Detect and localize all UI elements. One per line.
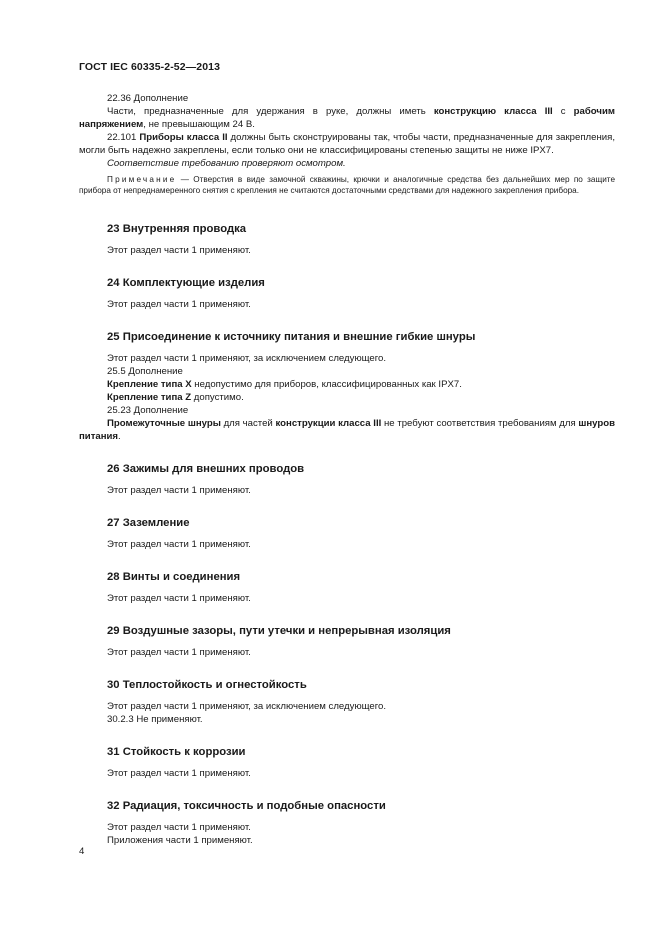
section-24 xyxy=(79,276,615,311)
section-text: Этот раздел части 1 применяют. xyxy=(107,647,251,658)
text-run: с xyxy=(552,106,574,117)
term-bold: шнуров питания xyxy=(79,418,616,442)
page-content xyxy=(79,92,615,866)
text-run: , не превышающим 24 В. xyxy=(143,119,255,130)
section-text: Этот раздел части 1 применяют. xyxy=(107,539,251,550)
clause-22-101-text xyxy=(79,131,615,157)
section-23 xyxy=(79,222,615,257)
note xyxy=(79,174,615,196)
note-label: Примечание xyxy=(107,175,177,184)
section-text: 25.5 Дополнение xyxy=(107,366,183,377)
clause-22-36-heading: 22.36 Дополнение xyxy=(107,93,189,104)
text-run: 22.101 xyxy=(107,132,140,143)
section-title: 29 Воздушные зазоры, пути утечки и непрерывная изоляция xyxy=(107,625,451,637)
text-run: для частей xyxy=(220,418,276,429)
section-title: 26 Зажимы для внешних проводов xyxy=(107,463,305,475)
section-32 xyxy=(79,799,615,847)
term-bold: Приборы класса II xyxy=(139,132,228,143)
section-title: 24 Комплектующие изделия xyxy=(107,277,265,289)
section-title: 32 Радиация, токсичность и подобные опасности xyxy=(107,800,386,812)
document-header: ГОСТ IEC 60335-2-52—2013 xyxy=(79,61,221,73)
text-run: . xyxy=(118,431,121,442)
section-text: Этот раздел части 1 применяют. xyxy=(107,822,251,833)
section-text xyxy=(79,391,615,404)
section-27 xyxy=(79,516,615,551)
section-26 xyxy=(79,462,615,497)
text-run: Части, предназначенные для удержания в руке, должны иметь xyxy=(107,106,434,117)
term-bold: конструкцию класса III xyxy=(433,106,553,117)
clause-22-36-text xyxy=(79,105,615,131)
section-text: Этот раздел части 1 применяют. xyxy=(107,299,251,310)
note-text: — Отверстия в виде замочной скважины, крючки и аналогичные средства без дальнейших мер по защите прибора от непреднамеренного снятия с крепления не считаются достаточными средствами для надежного закрепления прибора. xyxy=(79,175,615,195)
section-text: 25.23 Дополнение xyxy=(107,405,189,416)
section-text: Этот раздел части 1 применяют, за исключением следующего. xyxy=(107,701,387,712)
section-text: Этот раздел части 1 применяют. xyxy=(107,245,251,256)
section-title: 25 Присоединение к источнику питания и внешние гибкие шнуры xyxy=(107,331,476,343)
section-title: 31 Стойкость к коррозии xyxy=(107,746,246,758)
section-title: 27 Заземление xyxy=(107,517,190,529)
section-text xyxy=(79,417,615,443)
section-text: Этот раздел части 1 применяют. xyxy=(107,485,251,496)
section-text: 30.2.3 Не применяют. xyxy=(107,714,203,725)
term-bold: Промежуточные шнуры xyxy=(107,418,221,429)
compliance-check: Соответствие требованию проверяют осмотром. xyxy=(107,158,346,169)
section-text xyxy=(79,378,615,391)
page-number: 4 xyxy=(79,846,85,857)
term-bold: рабочим напряжением xyxy=(79,106,615,130)
section-29 xyxy=(79,624,615,659)
section-title: 28 Винты и соединения xyxy=(107,571,241,583)
section-31 xyxy=(79,745,615,780)
term-bold: конструкции класса III xyxy=(275,418,382,429)
section-text: Этот раздел части 1 применяют, за исключением следующего. xyxy=(107,353,387,364)
section-text: Приложения части 1 применяют. xyxy=(107,835,253,846)
text-run: не требуют соответствия требованиям для xyxy=(381,418,579,429)
term-bold: Крепление типа Z xyxy=(107,392,192,403)
section-title: 30 Теплостойкость и огнестойкость xyxy=(107,679,307,691)
term-bold: Крепление типа X xyxy=(107,379,192,390)
spacer xyxy=(79,196,615,222)
section-text: Этот раздел части 1 применяют. xyxy=(107,768,251,779)
section-30 xyxy=(79,678,615,726)
text-run: должны быть сконструированы так, чтобы части, предназначенные для закрепления, могли быть надежно закреплены, если только они не классифицированы степенью защиты не ниже IPX7. xyxy=(79,132,615,156)
section-25 xyxy=(79,330,615,443)
section-text: Этот раздел части 1 применяют. xyxy=(107,593,251,604)
section-title: 23 Внутренняя проводка xyxy=(107,223,247,235)
text-run: допустимо. xyxy=(191,392,244,403)
section-28 xyxy=(79,570,615,605)
text-run: недопустимо для приборов, классифицированных как IPX7. xyxy=(191,379,462,390)
